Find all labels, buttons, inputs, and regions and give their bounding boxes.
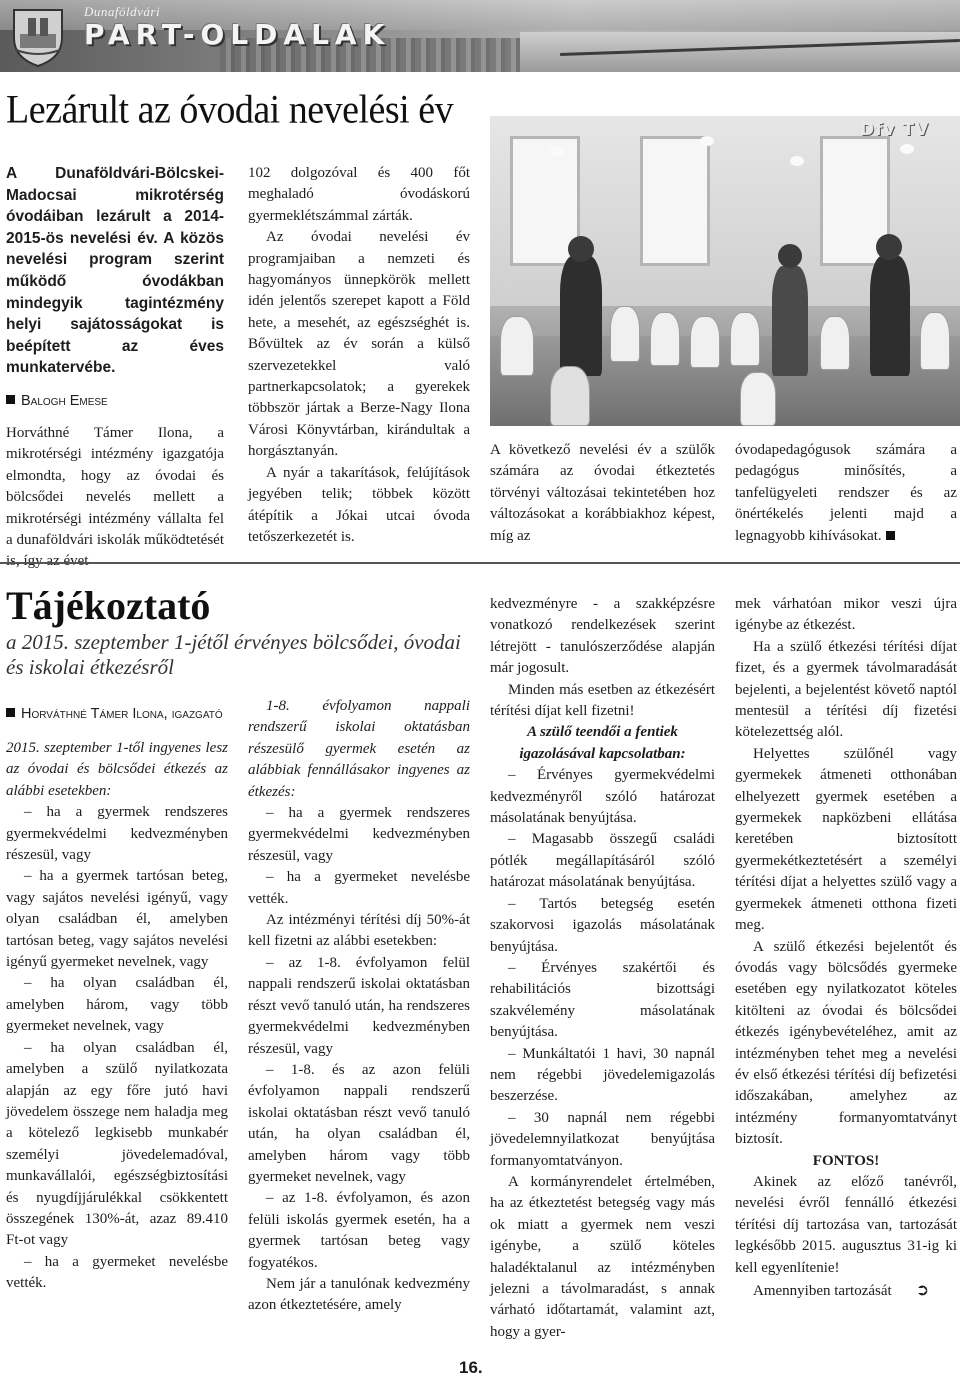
photo-head [568,236,594,262]
photo-window [640,136,710,266]
article1-title: Lezárult az óvodai nevelési év [6,87,454,133]
article2-column-1 [6,704,228,1295]
photo-butterfly [900,144,914,154]
kindergarten-photo [490,116,960,426]
article2-subtitle: a 2015. szeptember 1-jétől érvényes bölcsődei, óvodai és iskolai étkezésről [6,630,461,679]
article2-continue-line [735,1279,957,1302]
article1-body-1: Horváthné Támer Ilona, a mikrotérségi intézmény igazgatója elmondta, hogy az óvodai és bölcsődei nevelés mellett a mikrotérségi intézmény vállalta fel a dunaföldvári iskolák működtetését [6,424,224,548]
article2-case: – ha a gyermeket nevelésbe vették. [6,1253,228,1292]
photo-adult [870,256,910,376]
article2-duty-item: – Magasabb összegű családi pótlék megállapításáról szóló határozat másolatának benyújtása. [490,831,715,891]
article2-case: – ha olyan családban él, amelyben a szülő nyilatkozata alapján az egy főre jutó havi jövedelem összege nem haladja meg a kötelező legkisebb munkabér személyi jövedelemadóval, munkavállalói, egészségbiztosítási és nyugdíjjárulékkal csökkentett összegének 130%-át, azaz 89.410 Ft-ot vagy [6,1039,228,1249]
photo-child [550,366,590,426]
article2-byline [6,704,228,724]
article2-debt-text: Akinek az előző tanévről, nevelési évről fennálló étkezési térítési díj tartozása van, tartozását legkésőbb 2015. augusztus 31-ig ki kell egyenlítenie! [735,1173,957,1276]
photo-child [610,306,640,362]
article1-body-4-text: óvodapedagógusok számára a pedagógus minősítés, a tanfelügyeleti rendszer és az önértékelés jelenti majd a legnagyobb kihívásokat. [735,442,957,544]
article1-column-1 [6,163,224,573]
article2-half-fee: Az intézményi térítési díj 50%-át kell fizetni az alábbi esetekben: [248,912,470,950]
byline-square-icon [6,708,15,717]
article2-column-3 [490,594,715,1343]
article2-case: – ha olyan családban él, amelyben három, vagy több gyermeket nevelnek, vagy [6,975,228,1035]
article2-column-2 [248,696,470,1317]
article1-author: Balogh Emese [21,392,108,409]
photo-child [730,312,760,366]
article1-body-2a: 102 dolgozóval és 400 főt meghaladó óvodáskorú gyermeklétszámmal zárták. [248,165,470,224]
brand-town-name: Dunaföldvári [84,4,161,19]
photo-child [920,312,950,370]
photo-child [820,316,850,370]
article2-regulation-text: A kormányrendelet értelmében, ha az étkeztetést betegség vagy más ok miatt a gyermek nem veszi igénybe, a szülő köteles haladéktalanul az intézményben jelezni a távolmaradást, s annak várható időtartamát, valamint azt, hogy a gyer- [490,1173,715,1340]
continue-arrow-icon: ➲ [915,1280,930,1299]
end-square-icon [886,531,895,540]
article2-author: Horváthné Támer Ilona, igazgató [21,706,223,722]
article2-title: Tájékoztató [6,583,211,628]
article2-duty-item: – 30 napnál nem régebbi jövedelemnyilatkozat benyújtása formanyomtatványon. [490,1109,715,1169]
article2-col3-pay: Minden más esetben az étkezésért térítési díjat kell fizetni! [490,681,715,720]
article2-school-intro: 1-8. évfolyamon nappali rendszerű iskolai oktatásban részesülő gyermek esetén az alábbiak fennállásakor ingyenes az étkezés: [248,698,470,800]
article2-col4-text: A szülő étkezési bejelentőt és óvodás vagy bölcsődés gyermeke esetében egy nyilatkozatot köteles kitölteni az óvodai és bölcsődei étkezés igénybevételéhez, amit az intézményben tehet meg a nevelési év első étkezési térítési díj befizetési időszakában, amelyhez az intézmény formanyomtatványt biztosít. [735,938,957,1148]
article2-intro: 2015. szeptember 1-től ingyenes lesz az óvodai és bölcsődei étkezés az alábbi esetekben: [6,740,228,799]
article1-body-2c: A nyár a takarítások, felújítások jegyében telik; többek között átépítik a Jókai utcai óvoda tetőszerkezetét is. [248,464,470,545]
article1-column-3 [490,440,715,547]
article2-case: – az 1-8. évfolyamon felül nappali rendszerű iskolai oktatásban részt vevő tanuló után, ha rendszeres gyermekvédelmi kedvezményben részesül, vagy [248,954,470,1057]
photo-credit-logo: Dfv TV [860,120,930,140]
photo-butterfly [700,136,714,146]
photo-child [690,316,720,368]
photo-child [740,372,776,426]
article2-case: – az 1-8. évfolyamon, és azon felüli iskolás gyermek esetén, ha a gyermek tartósan beteg vagy fogyatékos. [248,1190,470,1271]
photo-child [650,312,680,366]
photo-adult [772,266,808,376]
article2-duty-item: – Érvényes gyermekvédelmi kedvezményről szóló határozat másolatának benyújtása. [490,767,715,827]
photo-adult [560,256,602,376]
article2-important-label: FONTOS! [812,1152,880,1169]
article2-col4-text: mek várhatóan mikor veszi újra igénybe az étkezést. [735,596,957,634]
coat-of-arms-icon [6,4,70,68]
article2-case: – ha a gyermek rendszeres gyermekvédelmi kedvezményben részesül, vagy [248,805,470,864]
article2-continue-text: Amennyiben tartozását [753,1283,892,1299]
photo-head [778,244,802,268]
article1-body-4 [735,440,957,547]
article2-duty-item: – Érvényes szakértői és rehabilitációs bizottsági szakvélemény másolatának benyújtása. [490,959,715,1041]
brand-publication-title: PART-OLDALAK [84,18,391,51]
masthead-banner [0,0,960,72]
article1-column-2 [248,163,470,548]
article2-col4-text: Helyettes szülőnél vagy gyermekek átmeneti otthonában elhelyezett gyermek esetében a gyermekek napközbeni ellátása keretében biztosított gyermekétkeztetésért a személyi térítési díjat a helyettes szülő vagy a gyermekek átmeneti otthona fizeti meg. [735,745,957,934]
photo-child [500,316,534,376]
page-number: 16. [459,1358,483,1377]
byline-square-icon [6,395,15,404]
article1-body-2b: Az óvodai nevelési év programjaiban a nemzeti és hagyományos ünnepkörök mellett idén jelentős szerepet kapott a Föld hete, a mesehét, az egészséghét is. Bővültek az év során a külső szervezetekkel való partnerkapcsolatok; a gyerekek többször jártak a Berze-Nagy Ilona Városi Könyvtárban, kirándultak a horgásztanyán. [248,229,470,460]
article2-duty-item: – Munkáltatói 1 havi, 30 napnál nem régebbi jövedelemigazolás beszerzése. [490,1045,715,1105]
article2-column-4 [735,594,957,1302]
article2-parent-duties-heading: A szülő teendői a fentiek igazolásával kapcsolatban: [519,724,686,762]
section-divider [0,562,960,564]
article2-case: – ha a gyermeket nevelésbe vették. [248,869,470,907]
article2-col4-text: Ha a szülő étkezési térítési díjat fizet, és a gyermek távolmaradását bejelenti, a bejelentést követő naptól mentesül a térítési díj fizetési kötelezettség alól. [735,638,957,741]
article2-case: – ha a gyermek rendszeres gyermekvédelmi kedvezményben részesül, vagy [6,804,228,864]
photo-butterfly [790,156,804,166]
article1-byline [6,391,224,411]
article2-case: – ha a gyermek tartósan beteg, vagy sajátos nevelési igényű, vagy olyan családban él, amelyben tartósan beteg, vagy sajátos nevelési igényű gyermeket nevelnek, vagy [6,868,228,971]
article1-column-4 [735,440,957,547]
article1-body-3: A következő nevelési év a szülők számára az óvodai étkeztetés törvényi változásai tekintetében hoz változásokat a korábbiakhoz képest, míg az [490,442,715,544]
article2-col3-intro: kedvezményre - a szakképzésre vonatkozó rendelkezések szerint létrejött - tanulószerződése alapján már jogosult. [490,596,715,677]
article2-case: – 1-8. és az azon felüli évfolyamon nappali rendszerű iskolai oktatásban részt vevő tanuló után, ha olyan családban él, amelyben három vagy több gyermeket nevelnek, vagy [248,1061,470,1185]
article2-duty-item: – Tartós betegség esetén szakorvosi igazolás másolatának benyújtása. [490,895,715,955]
article1-lead: A Dunaföldvári-Bölcskei-Madocsai mikrotérség óvodáiban lezárult a 2014-2015-ös nevelési év. A közös nevelési program szerint működő óvodákban mindegyik tagintézmény helyi sajátosságokat is beépített az éves munkatervébe. [6,165,224,377]
photo-head [876,234,902,260]
photo-butterfly [550,146,564,156]
article2-no-discount: Nem jár a tanulónak kedvezmény azon étkeztetésére, amely [248,1275,470,1314]
